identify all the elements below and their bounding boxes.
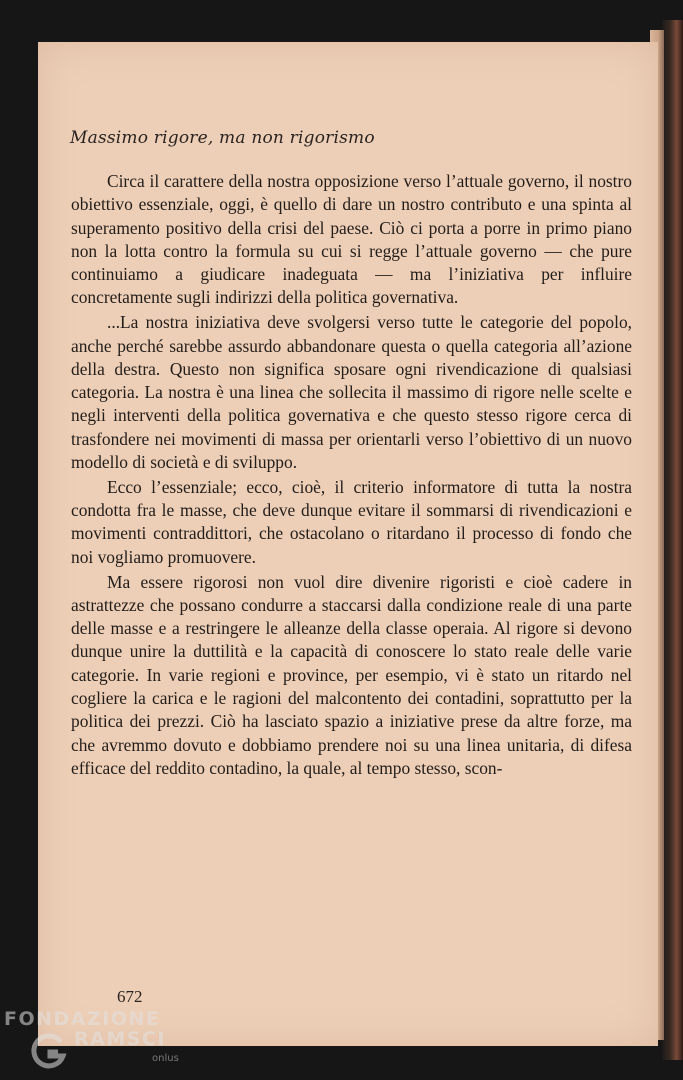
page-number: 672 — [117, 987, 143, 1006]
watermark-onlus: onlus — [152, 1053, 179, 1064]
paragraph-1: Circa il carattere della nostra opposizione verso l’attuale governo, il nostro obiettivo essenziale, oggi, è quello di dare un nostro contributo e una spinta al superamento positivo della crisi del paese. Ciò ci porta a porre in primo piano non la lotta contro la formula su cui si regge l’attuale governo — che pure continuiamo a giudicare inadeguata — ma l’iniziativa per influire concretamente sugli indirizzi della politica governativa. — [71, 171, 632, 308]
fondazione-gramsci-watermark — [4, 1008, 204, 1078]
watermark-g-logo-icon — [28, 1032, 68, 1072]
running-head: Massimo rigore, ma non rigorismo — [70, 128, 375, 148]
paragraph-4: Ma essere rigorosi non vuol dire divenire rigoristi e cioè cadere in astrattezze che possano condurre a staccarsi dalla condizione reale di una parte delle masse e a restringere le alleanze della classe operaia. Al rigore si devono dunque unire la duttilità e la capacità di conoscere lo stato reale delle varie categorie. In varie regioni e province, per esempio, vi è stato un ritardo nel cogliere la carica e le ragioni del malcontento dei contadini, soprattutto per la politica dei prezzi. Ciò ha lasciato spazio a iniziative prese da altre forze, ma che avremmo dovuto e dobbiamo prendere noi su una linea unitaria, di difesa efficace del reddito contadino, la quale, al tempo stesso, scon- — [71, 571, 632, 778]
book-spine — [662, 20, 683, 1060]
body-text — [71, 170, 632, 780]
paragraph-2: ...La nostra iniziativa deve svolgersi verso tutte le categorie del popolo, anche perché sarebbe assurdo abbandonare questa o quella categoria all’azione della destra. Questo non significa sposare ogni rivendicazione di qualsiasi categoria. La nostra è una linea che sollecita il massimo di rigore nelle scelte e negli interventi della politica governativa e che questo stesso rigore cerca di trasfondere nei movimenti di massa per orientarli verso l’obiettivo di un nuovo modello di società e di sviluppo. — [71, 312, 632, 473]
watermark-line2: RAMSCI — [74, 1028, 166, 1050]
watermark-line1: FONDAZIONE — [4, 1008, 161, 1030]
paragraph-3: Ecco l’essenziale; ecco, cioè, il criterio informatore di tutta la nostra condotta fra le masse, che deve dunque evitare il sommarsi di rivendicazioni e movimenti contraddittori, che ostacolano o ritardano il processo di fondo che noi vogliamo promuovere. — [71, 476, 632, 567]
